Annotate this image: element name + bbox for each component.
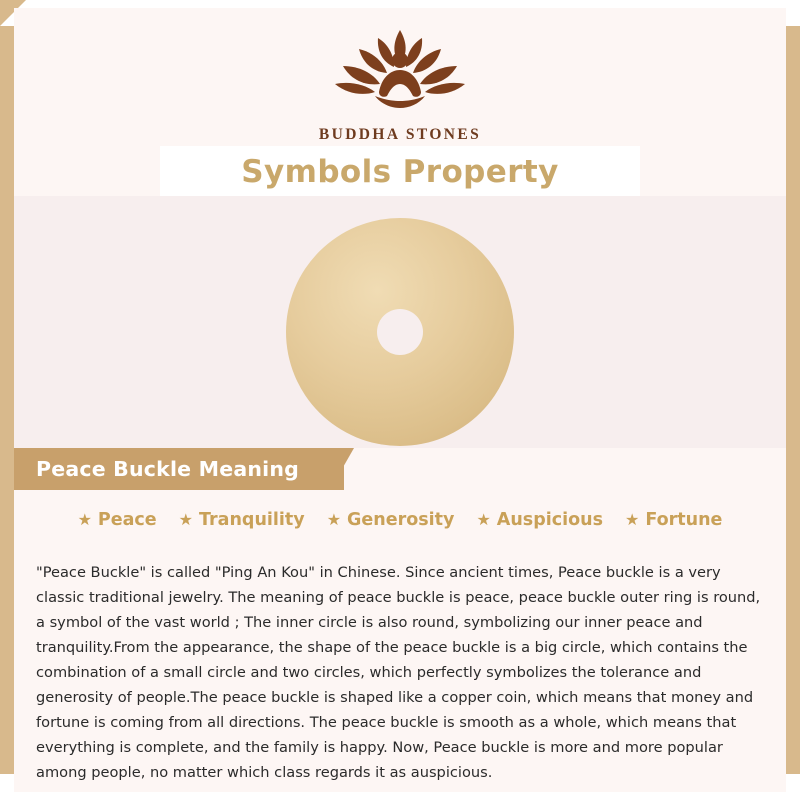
keyword-item	[625, 510, 722, 530]
section-ribbon-tail	[330, 448, 354, 490]
keyword-label: Fortune	[645, 510, 723, 530]
keyword-label: Auspicious	[496, 510, 603, 530]
border-bar-left-upper	[0, 26, 14, 430]
keyword-label: Tranquility	[199, 510, 305, 530]
product-image-area	[14, 196, 786, 448]
section-ribbon	[14, 448, 344, 490]
brand-name: BUDDHA STONES	[318, 126, 482, 143]
brand-header	[14, 22, 786, 144]
star-icon: ★	[77, 510, 92, 529]
section-ribbon-label: Peace Buckle Meaning	[36, 457, 300, 481]
keyword-item	[476, 510, 603, 530]
border-bar-right	[786, 26, 800, 774]
keyword-list	[14, 510, 786, 530]
keyword-label: Generosity	[347, 510, 455, 530]
page-title-band	[160, 146, 640, 198]
keyword-item	[78, 510, 157, 530]
keyword-item	[327, 510, 455, 530]
peace-buckle-disc-icon	[286, 218, 514, 446]
border-bar-left-lower	[0, 430, 14, 774]
star-icon: ★	[476, 510, 491, 529]
star-icon: ★	[178, 510, 194, 529]
peace-buckle-center-hole	[377, 309, 423, 355]
keyword-item	[179, 510, 305, 530]
description-text: "Peace Buckle" is called "Ping An Kou" in Chinese. Since ancient times, Peace buckle is a very classic traditional jewelry. The meaning of peace buckle is peace, peace buckle outer ring is round, a symbol of the vast world ; The inner circle is also round, symbolizing our inner peace and tranquility.From the appearance, the shape of the peace buckle is a big circle, which contains the combination of a small circle and two circles, which perfectly symbolizes the tolerance and generosity of people.The peace buckle is shaped like a copper coin, which means that money and fortune is coming from all directions. The peace buckle is smooth as a whole, which means that everything is complete, and the family is happy. Now, Peace buckle is more and more popular among people, no matter which class regards it as auspicious.	[36, 564, 761, 781]
star-icon: ★	[326, 510, 342, 529]
page-title: Symbols Property	[241, 154, 559, 190]
star-icon: ★	[625, 510, 640, 529]
lotus-meditation-icon	[315, 22, 485, 122]
keyword-label: Peace	[97, 510, 157, 530]
